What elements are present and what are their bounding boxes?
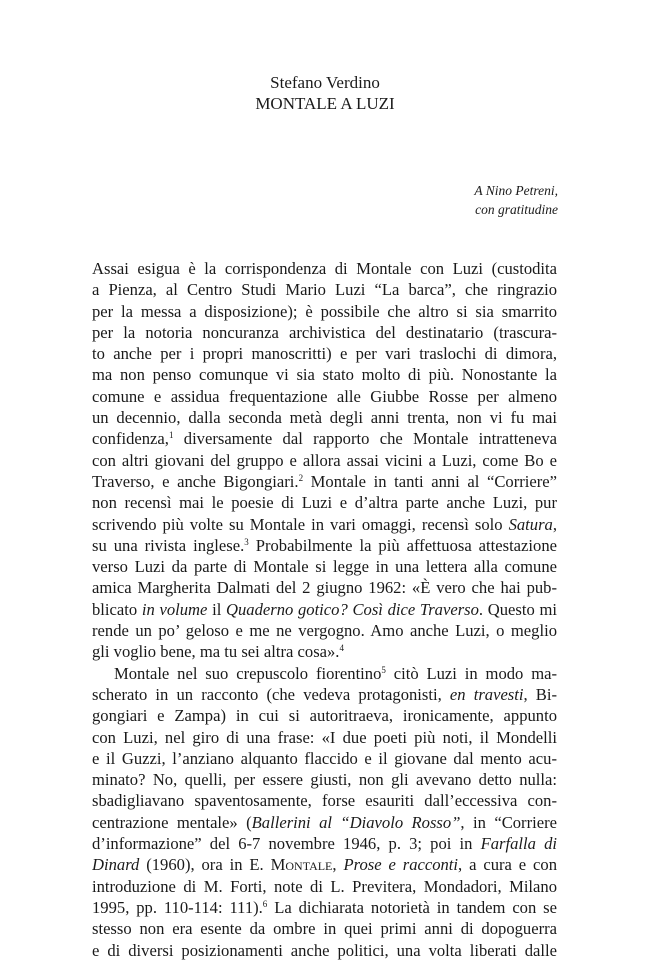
text-line: Assai esigua è la corrispondenza di Montale con Luzi (custodita — [92, 259, 557, 278]
text-line: per la messa a disposizione); è possibile che altro si sia smarrito — [92, 301, 557, 321]
body-text — [92, 258, 557, 961]
footnote-ref: 3 — [244, 536, 249, 547]
footnote-ref: 2 — [298, 472, 304, 483]
author-name: Stefano Verdino — [270, 73, 380, 92]
text-line: per la notoria noncuranza archivistica del destinatario (trascura- — [92, 322, 557, 342]
text-line: minato? No, quelli, per essere giusti, non gli avevano detto nulla: — [92, 770, 557, 790]
footnote-ref: 5 — [381, 664, 386, 675]
text-line: comune e assidua frequentazione alle Giubbe Rosse per almeno — [92, 386, 557, 406]
footnote-ref: 4 — [339, 643, 344, 654]
text-line: e di diversi posizionamenti anche politici, una volta liberati dalle — [92, 940, 557, 960]
text-line: Traverso, e anche Bigongiari.$^2$ Montale in tanti anni al “Corriere” — [92, 471, 557, 491]
dedication — [474, 181, 558, 219]
chapter-header — [0, 72, 650, 114]
footnote-ref: 6 — [262, 898, 268, 909]
text-line: e il Guzzi, l’anziano alquanto flaccido e il giovane dal mento acu- — [92, 748, 557, 768]
text-line: scherato in un racconto (che vedeva protagonisti, en travesti, Bi- — [92, 684, 557, 704]
text-line: amica Margherita Dalmati del 2 giugno 1962: «È vero che hai pub- — [92, 578, 557, 598]
text-line: non recensì mai le poesie di Luzi e d’altra parte anche Luzi, pur — [92, 493, 557, 513]
text-line: sbadigliavano spaventosamente, forse esauriti dall’eccessiva con- — [92, 791, 557, 811]
text-line: ma non penso comunque vi sia stato molto di più. Nonostante la — [92, 365, 557, 385]
chapter-title: MONTALE A LUZI — [255, 94, 395, 113]
text-line: d’informazione” del 6-7 novembre 1946, p. 3; poi in Farfalla di — [92, 834, 557, 854]
text-line: Dinard (1960), ora in E. Montale, Prose e racconti, a cura e con — [92, 855, 557, 875]
text-line: introduzione di M. Forti, note di L. Previtera, Mondadori, Milano — [92, 876, 557, 896]
footnote-ref: 1 — [168, 430, 174, 441]
text-line: 1995, pp. 110-114: 111).$^6$ La dichiarata notorietà in tandem con se — [92, 897, 557, 917]
text-line: blicato in volume il Quaderno gotico? Così dice Traverso. Questo mi — [92, 599, 557, 619]
text-line: con Luzi, nel giro di una frase: «I due poeti più noti, il Mondelli — [92, 727, 557, 747]
text-line: con altri giovani del gruppo e allora assai vicini a Luzi, come Bo e — [92, 450, 557, 470]
text-line: su una rivista inglese.$^3$ Probabilmente la più affettuosa attestazione — [92, 535, 557, 555]
text-line: stesso non era esente da ombre in quei primi anni di dopoguerra — [92, 919, 557, 939]
text-line: verso Luzi da parte di Montale si legge in una lettera alla comune — [92, 557, 557, 577]
text-line: rende un po’ geloso e me ne vergogno. Amo anche Luzi, o meglio — [92, 621, 557, 641]
text-line: un decennio, dalla seconda metà degli anni trenta, non vi fu mai — [92, 408, 557, 428]
dedication-line-2: con gratitudine — [475, 202, 558, 217]
text-line: Montale nel suo crepuscolo fiorentino$^5$ citò Luzi in modo ma- — [114, 663, 557, 683]
text-line: confidenza,$^1$ diversamente dal rapporto che Montale intratteneva — [92, 429, 557, 449]
text-line: centrazione mentale» (Ballerini al “Diavolo Rosso”, in “Corriere — [92, 812, 557, 832]
text-line: gli voglio bene, ma tu sei altra cosa».$^4$ — [92, 642, 344, 662]
text-line: to anche per i propri manoscritti) e per vari traslochi di dimora, — [92, 344, 557, 364]
dedication-line-1: A Nino Petreni, — [474, 183, 558, 198]
text-line: gongiari e Zampa) in cui si autoritraeva, ironicamente, appunto — [92, 706, 557, 726]
text-line: a Pienza, al Centro Studi Mario Luzi “La barca”, che ringrazio — [92, 280, 557, 300]
text-line: scrivendo più volte su Montale in vari omaggi, recensì solo Satura, — [92, 514, 557, 534]
